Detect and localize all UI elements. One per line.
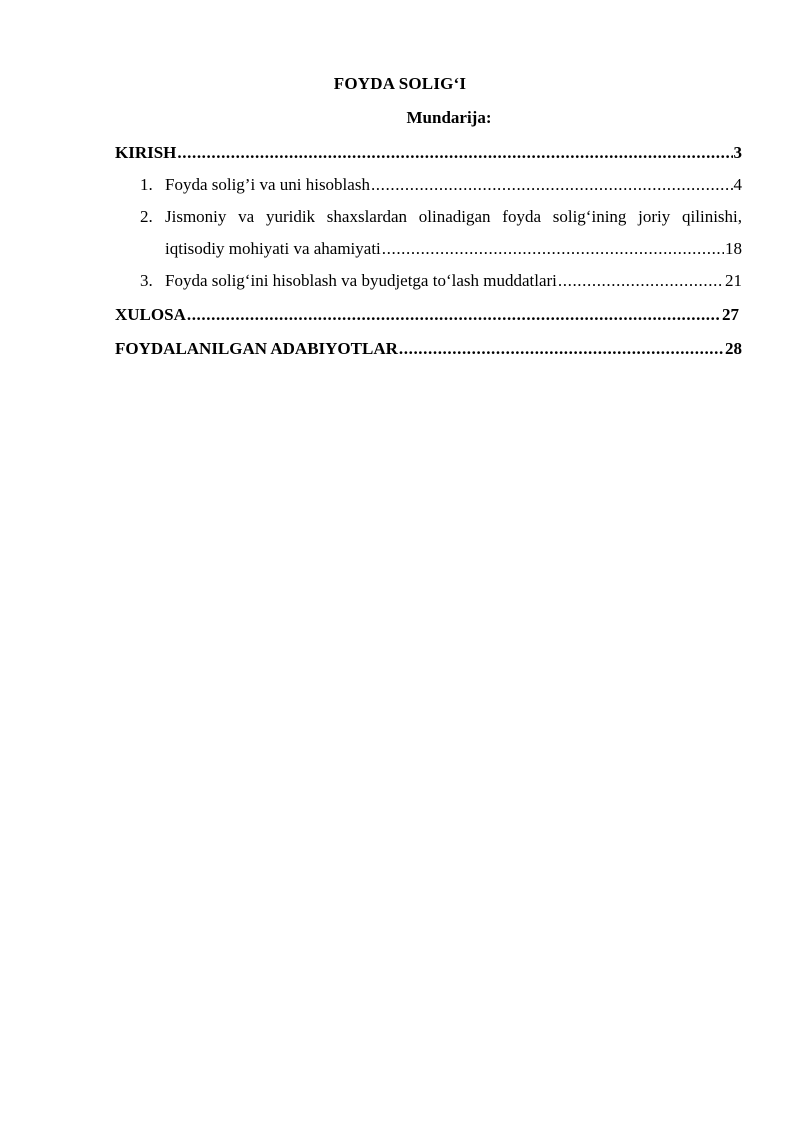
toc-entry-label: Foyda solig‘ini hisoblash va byudjetga to‘lash muddatlari: [165, 271, 557, 290]
toc-entry-number: 2.: [140, 207, 153, 226]
toc-heading: Mundarija:: [406, 108, 492, 127]
toc-entry-label: XULOSA: [115, 305, 186, 324]
toc-entry-number: 1.: [140, 175, 153, 194]
toc-entry-page: 4: [733, 175, 742, 194]
toc-entry-label: Foyda solig’i va uni hisoblash: [165, 175, 370, 194]
toc-entry-label-line1: Jismoniy va yuridik shaxslardan olinadigan foyda solig‘ining joriy qilinishi,: [165, 207, 742, 226]
toc-entry-page: 18: [725, 239, 742, 258]
toc-leader-dots: [399, 338, 724, 360]
toc-entry-2-continuation[interactable]: [165, 238, 742, 260]
toc-entry-kirish[interactable]: [115, 142, 742, 164]
toc-entry-label: KIRISH: [115, 143, 177, 162]
toc-entry-page: 3: [733, 143, 742, 162]
toc-entry-page: 28: [725, 339, 742, 358]
toc-entry-page: 27: [722, 305, 739, 324]
toc-leader-dots: [177, 142, 732, 164]
toc-entry-adabiyotlar[interactable]: [115, 338, 742, 360]
toc-entry-2[interactable]: [140, 206, 742, 228]
toc-entry-label: FOYDALANILGAN ADABIYOTLAR: [115, 339, 398, 358]
toc-entry-1[interactable]: [140, 174, 742, 196]
toc-leader-dots: [558, 270, 724, 292]
toc-leader-dots: [371, 174, 733, 196]
document-title: FOYDA SOLIG‘I: [333, 74, 467, 93]
toc-leader-dots: [187, 304, 721, 326]
toc-entry-label-line2: iqtisodiy mohiyati va ahamiyati: [165, 239, 381, 258]
toc-entry-xulosa[interactable]: [115, 304, 739, 326]
toc-leader-dots: [382, 238, 724, 260]
toc-entry-number: 3.: [140, 271, 153, 290]
toc-entry-page: 21: [725, 271, 742, 290]
toc-entry-3[interactable]: [140, 270, 742, 292]
